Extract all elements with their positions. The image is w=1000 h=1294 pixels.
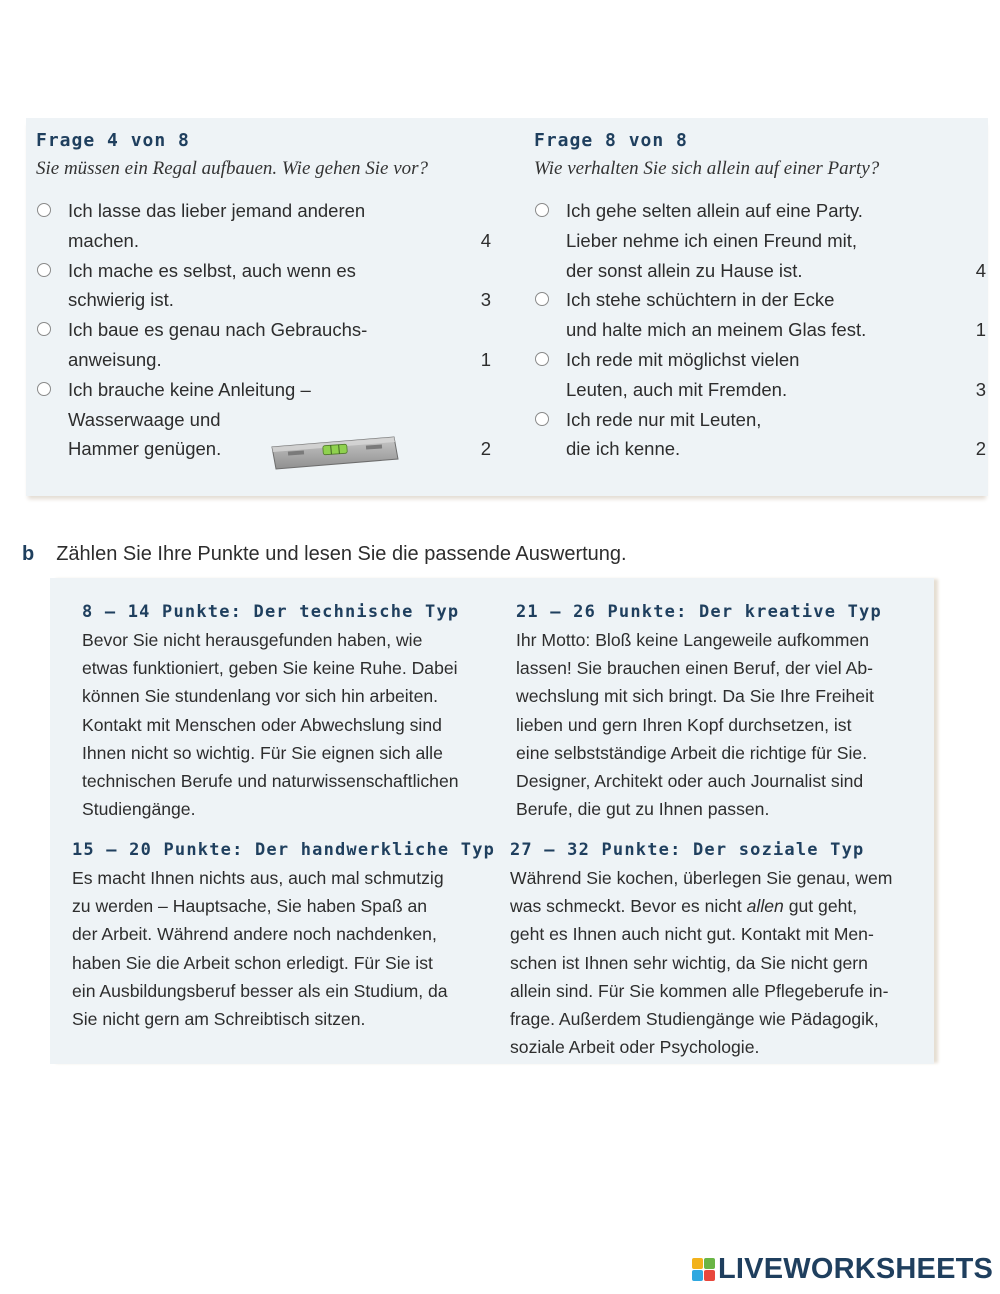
instruction-text: Zählen Sie Ihre Punkte und lesen Sie die passende Auswertung.	[56, 543, 627, 565]
option-text: Ich stehe schüchtern in der Ecke	[566, 289, 835, 311]
evaluation-line: etwas funktioniert, geben Sie keine Ruhe. Dabei	[82, 658, 458, 679]
evaluation-line: Studiengänge.	[82, 799, 196, 820]
option-text: Ich brauche keine Anleitung –	[68, 378, 311, 400]
evaluation-line: eine selbstständige Arbeit die richtige für Sie.	[516, 742, 868, 763]
option-points: 4	[975, 259, 986, 281]
question-4-text: Sie müssen ein Regal aufbauen. Wie gehen Sie vor?	[36, 158, 429, 179]
emphasized-word: allen	[746, 896, 784, 917]
option-text: Leuten, auch mit Fremden.	[566, 378, 788, 400]
evaluation-line: Ihnen nicht so wichtig. Für Sie eignen sich alle	[82, 742, 443, 763]
option-text: die ich kenne.	[566, 438, 681, 460]
q4-option-2[interactable]	[36, 256, 491, 316]
radio-button[interactable]	[535, 412, 549, 426]
evaluation-social	[510, 836, 892, 1061]
q4-option-1[interactable]	[36, 196, 491, 256]
question-4-options	[36, 196, 491, 464]
logo-square	[692, 1270, 703, 1281]
option-text: Ich lasse das lieber jemand anderen	[68, 200, 366, 221]
question-4	[36, 128, 491, 464]
option-text: Ich mache es selbst, auch wenn es	[68, 259, 356, 281]
evaluation-line: Berufe, die gut zu Ihnen passen.	[516, 799, 770, 820]
evaluation-line: technischen Berufe und naturwissenschaftlichen	[82, 770, 459, 791]
text-segment: gut geht,	[783, 896, 858, 917]
q8-option-2[interactable]	[534, 285, 986, 345]
option-text: schwierig ist.	[68, 289, 174, 311]
logo-square	[692, 1258, 703, 1269]
question-8-text: Wie verhalten Sie sich allein auf einer Party?	[534, 158, 880, 179]
radio-button[interactable]	[37, 203, 51, 217]
q8-option-3[interactable]	[534, 345, 986, 405]
option-text: machen.	[68, 229, 139, 251]
evaluation-title: 21 – 26 Punkte: Der kreative Typ	[516, 602, 882, 622]
logo-square	[704, 1258, 715, 1269]
task-letter: b	[22, 543, 35, 565]
logo-mark-icon	[692, 1258, 715, 1281]
radio-button[interactable]	[37, 382, 51, 396]
evaluation-line: zu werden – Hauptsache, Sie haben Spaß an	[72, 896, 428, 917]
evaluation-line: Sie nicht gern am Schreibtisch sitzen.	[72, 1008, 366, 1029]
question-8-options	[534, 196, 986, 464]
option-text: und halte mich an meinem Glas fest.	[566, 319, 867, 341]
text-segment: was schmeckt. Bevor es nicht	[510, 896, 747, 917]
evaluation-line: schen ist Ihnen sehr wichtig, da Sie nicht gern	[510, 952, 868, 973]
evaluation-line	[510, 892, 892, 920]
evaluation-line: Ihr Motto: Bloß keine Langeweile aufkommen	[516, 630, 870, 650]
evaluation-creative	[516, 598, 882, 823]
question-8	[534, 128, 986, 464]
option-points: 1	[480, 348, 491, 370]
spirit-level-image	[268, 433, 400, 471]
q8-option-1[interactable]	[534, 196, 986, 285]
evaluation-line: Es macht Ihnen nichts aus, auch mal schmutzig	[72, 868, 444, 888]
option-points: 2	[480, 438, 491, 460]
option-text: Ich rede nur mit Leuten,	[566, 408, 762, 430]
radio-button[interactable]	[37, 263, 51, 277]
radio-button[interactable]	[535, 292, 549, 306]
q4-option-3[interactable]	[36, 315, 491, 375]
evaluation-panel	[50, 578, 934, 1064]
evaluation-line: lassen! Sie brauchen einen Beruf, der viel Ab-	[516, 658, 873, 679]
option-text: Wasserwaage und	[68, 408, 221, 430]
evaluation-line: können Sie stundenlang vor sich hin arbeiten.	[82, 686, 439, 707]
evaluation-line: lieben und gern Ihren Kopf durchsetzen, ist	[516, 714, 852, 735]
question-4-title: Frage 4 von 8	[36, 130, 190, 151]
evaluation-line: geht es Ihnen auch nicht gut. Kontakt mit Men-	[510, 924, 874, 945]
option-text: Ich rede mit möglichst vielen	[566, 348, 800, 370]
evaluation-line: allein sind. Für Sie kommen alle Pflegeberufe in-	[510, 980, 889, 1001]
question-8-title: Frage 8 von 8	[534, 130, 688, 151]
option-points: 1	[975, 319, 986, 341]
evaluation-line: wechslung mit sich bringt. Da Sie Ihre Freiheit	[516, 686, 874, 707]
evaluation-line: soziale Arbeit oder Psychologie.	[510, 1037, 760, 1058]
evaluation-title: 15 – 20 Punkte: Der handwerkliche Typ	[72, 840, 496, 860]
option-text: Ich baue es genau nach Gebrauchs-	[68, 319, 368, 341]
option-text: der sonst allein zu Hause ist.	[566, 259, 803, 281]
radio-button[interactable]	[535, 352, 549, 366]
evaluation-line: frage. Außerdem Studiengänge wie Pädagogik,	[510, 1008, 879, 1029]
evaluation-craft	[72, 836, 495, 1033]
evaluation-line: ein Ausbildungsberuf besser als ein Studium, da	[72, 980, 448, 1001]
liveworksheets-logo[interactable]	[692, 1252, 993, 1286]
option-points: 3	[480, 289, 491, 311]
evaluation-line: der Arbeit. Während andere noch nachdenken,	[72, 924, 437, 945]
evaluation-line: Designer, Architekt oder auch Journalist sind	[516, 770, 864, 791]
logo-square	[704, 1270, 715, 1281]
quiz-panel	[26, 118, 988, 496]
evaluation-line: Während Sie kochen, überlegen Sie genau, wem	[510, 868, 893, 888]
radio-button[interactable]	[535, 203, 549, 217]
option-text: Hammer genügen.	[68, 438, 222, 460]
evaluation-line: Bevor Sie nicht herausgefunden haben, wie	[82, 630, 423, 650]
option-text: Lieber nehme ich einen Freund mit,	[566, 229, 858, 251]
logo-text: LIVEWORKSHEETS	[718, 1253, 994, 1285]
evaluation-title: 27 – 32 Punkte: Der soziale Typ	[510, 840, 865, 860]
instruction-b	[22, 539, 627, 569]
evaluation-title: 8 – 14 Punkte: Der technische Typ	[82, 602, 460, 622]
q8-option-4[interactable]	[534, 405, 986, 465]
q4-option-4[interactable]	[36, 375, 491, 464]
option-text: anweisung.	[68, 348, 162, 370]
radio-button[interactable]	[37, 322, 51, 336]
evaluation-technical	[82, 598, 459, 823]
option-points: 3	[975, 378, 986, 400]
evaluation-line: Kontakt mit Menschen oder Abwechslung sind	[82, 714, 442, 735]
option-points: 4	[480, 229, 491, 251]
option-points: 2	[975, 438, 986, 460]
evaluation-line: haben Sie die Arbeit schon erledigt. Für Sie ist	[72, 952, 433, 973]
option-text: Ich gehe selten allein auf eine Party.	[566, 200, 863, 221]
